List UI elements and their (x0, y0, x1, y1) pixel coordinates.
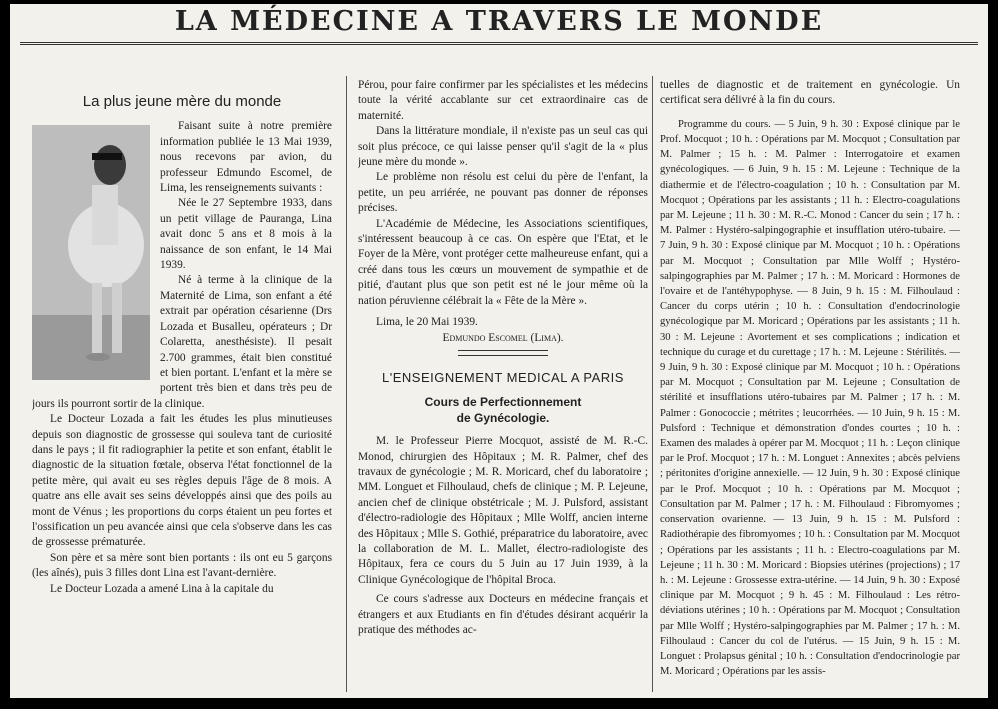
course-title: Cours de Perfectionnement (424, 395, 582, 410)
masthead-rule (20, 42, 978, 45)
paragraph: Née le 27 Septembre 1933, dans un petit village de Pauranga, Lina avait donc 5 ans et 8 mois à la naissance de son enfant, le 14 Mai 1939. (160, 197, 332, 272)
middle-column (358, 78, 648, 638)
paragraph: Pérou, pour faire confirmer par les spécialistes et les médecins toute la vérité accablante sur cet extraordinaire cas de maternité. (358, 79, 648, 122)
paragraph: Faisant suite à notre première information publiée le 13 Mai 1939, nous recevons par avion, du professeur Edmundo Escomel, de Lima, les renseignements suivants : (160, 120, 332, 195)
course-programme: Programme du cours. — 5 Juin, 9 h. 30 : Exposé clinique par le Prof. Mocquot ; 10 h. : Opérations par M. Mocquot ; Consultation par M. Palmer ; 15 h. : M. Palmer : Interrogatoire et examen gynécologiques. — 6 Juin, 9 h. 15 : M. Lejeune : Technique de la diathermie et de l'électro-coagulation ; 10 h. : Consultation par M. Mocquot ; Opérations par les assistants ; 11 h. : Electro-coagulations par M. Lejeune ; 11 h. 30 : M. R.-C. Monod : Cancer du sein ; 17 h. : M. Palmer : Hystéro-salpingographie et insufflation utéro-tubaire. — 7 Juin, 9 h. 30 : Exposé clinique par M. Mocquot ; 10 h. : Opérations par M. Mocquot ; Consultation par Mlle Wolff ; Hystéro-salpingographies par M. Palmer ; 17 h. : M. Moricard : Hormones de l'ovaire et de l'antéhypophyse. — 8 Juin, 9 h. 15 : M. Filhoulaud : Cancer du corps utérin ; 10 h. : Consultation d'endocrinologie gynécologique par M. Moricard ; Opérations par les assistants ; 11 h. 30 : M. Lejeune : Avortement et ses complications ; indication et technique du curage et du curettage ; 17 h. : M. Lejeune : Stérilités. — 9 Juin, 9 h. 30 : Exposé clinique par M. Mocquot ; 10 h. : Opérations par M. Mocquot ; Consultation par M. Lejeune ; Consultation de stérilité et insufflations utéro-tubaires par M. Palmer ; 17 h. : M. Palmer : Gonococcie ; métrites ; leucorrhées. — 10 Juin, 9 h. 15 : M. Pulsford : Technique et démonstration d'ondes courtes ; 10 h. : Examen des malades à opérer par M. Mocquot ; 11 h. : Leçon clinique par le Prof. Mocquot ; 17 h. : M. Longuet : Annexites ; abcès pelviens ; péritonites d'origine annexielle. — 12 Juin, 9 h. 30 : Exposé clinique par le Prof. Mocquot ; 10 h. : Opérations par M. Mocquot ; Consultation par M. Palmer ; 17 h. : M. Filhoulaud : Fibromyomes ; conservation ovarienne. — 13 Juin, 9 h. 15 : M. Pulsford : Radiothérapie des fibromyomes ; 10 h. : Consultation par M. Mocquot ; Opérations par les assistants ; 11 h. : Electro-coagulations par M. Lejeune ; 11 h. 30 : M. Moricard : Biopsies utérines (projections) ; 17 h. : M. Lejeune : Grossesse extra-utérine. — 14 Juin, 9 h. 30 : Exposé clinique par M. Mocquot ; 9 h. 45 : M. Filhoulaud : Les rétro-déviations utérines ; 10 h. : Opérations par M. Mocquot ; Consultation par Mlle Wolff ; Hystéro-salpingographies par M. Palmer ; 17 h. : M. Filhoulaud : Cancer du col de l'utérus. — 15 Juin, 9 h. 15 : M. Longuet : Prolapsus génital ; 10 h. : Consultation d'endocrinologie par M. Moricard ; Opérations par les assis- (660, 118, 960, 678)
paragraph: Le problème non résolu est celui du père de l'enfant, la petite, un peu arriérée, ne pouvant pas donner de réponses précises. (358, 171, 648, 215)
article-heading: La plus jeune mère du monde (82, 93, 282, 110)
section-heading: L'ENSEIGNEMENT MEDICAL A PARIS (382, 369, 624, 385)
left-column (32, 86, 332, 597)
signature: Edmundo Escomel (Lima). (442, 331, 564, 344)
right-column (660, 78, 960, 679)
paragraph: Son père et sa mère sont bien portants : ils ont eu 5 garçons (les aînés), puis 3 filles dont Lina est l'avant-dernière. (32, 551, 332, 580)
paragraph: Dans la littérature mondiale, il n'existe pas un seul cas qui soit plus précoce, ce qui laisse penser qu'il s'agit de la « plus jeune mère du monde ». (358, 125, 648, 169)
newspaper-page (10, 4, 988, 698)
paragraph: tuelles de diagnostic et de traitement en gynécologie. Un certificat sera délivré à la fin du cours. (660, 79, 960, 107)
column-rule (652, 76, 653, 692)
paragraph: Ce cours s'adresse aux Docteurs en médecine français et étrangers et aux Etudiants en fin d'études désirant acquérir la pratique des méthodes ac- (358, 593, 648, 636)
section-divider (458, 350, 548, 356)
masthead-title: LA MÉDECINE A TRAVERS LE MONDE (174, 6, 824, 37)
dateline: Lima, le 20 Mai 1939. (376, 316, 478, 329)
paragraph: M. le Professeur Pierre Mocquot, assisté de M. R.-C. Monod, chirurgien des Hôpitaux ; M. R. Palmer, chef des travaux de gynécologie ; M. R. Moricard, chef du laboratoire ; MM. Longuet et Filhoulaud, chefs de clinique ; M. P. Lejeune, ancien chef de clinique obstétricale ; M. J. Pulsford, assistant d'électro-radiologie des Hôpitaux ; Mlle Wolff, ancien interne des Hôpitaux ; Mlle S. Gothié, préparatrice du laboratoire, avec la collaboration de M. L. Mallet, électro-radiologiste des Hôpitaux, fera ce cours du 5 Juin au 17 Juin 1939, à la Clinique Gynécologique de l'hôpital Broca. (358, 435, 648, 586)
column-rule (346, 76, 347, 692)
paragraph: Le Docteur Lozada a amené Lina à la capitale du (50, 582, 274, 595)
article-photo (32, 125, 150, 380)
paragraph: Né à terme à la clinique de la Maternité de Lima, son enfant a été extrait par opération césarienne (Drs Lozada et Busalleu, opérateurs ; Dr Colaretta, anesthésiste). Il pesait 2.700 grammes, était bien constitué et bien portant. L'enfant et la mère se portent très bien et dans très peu de jours ils pourront sortir de la clinique. (32, 274, 332, 410)
course-subtitle: de Gynécologie. (456, 410, 550, 425)
paragraph: L'Académie de Médecine, les Associations scientifiques, s'intéressent beaucoup à ce cas. On espère que l'Etat, et le Foyer de la Mère, vont protéger cette malheureuse enfant, qui a créé dans tous les cœurs un mouvement de sympathie et de pitié, d'autant plus que son petit est né le jour même où la nation péruvienne célébrait la « Fête de la Mère ». (358, 217, 648, 307)
paragraph: Le Docteur Lozada a fait les études les plus minutieuses depuis son diagnostic de grossesse qui souleva tant de curiosité dans le pays ; il fit radiographier la petite et son enfant, établit le diagnostic de la situation fœtale, observa l'état fonctionnel de la petite mère, qui avait eu ses règles depuis l'âge de 8 mois. A quatre ans elle avait ses seins développés ainsi que des poils au mont de Vénus ; les proportions du corps étaient un peu fortes et l'ossification un peu avancée ainsi que cela s'observe dans les cas de grossesse prématurée. (32, 413, 332, 549)
